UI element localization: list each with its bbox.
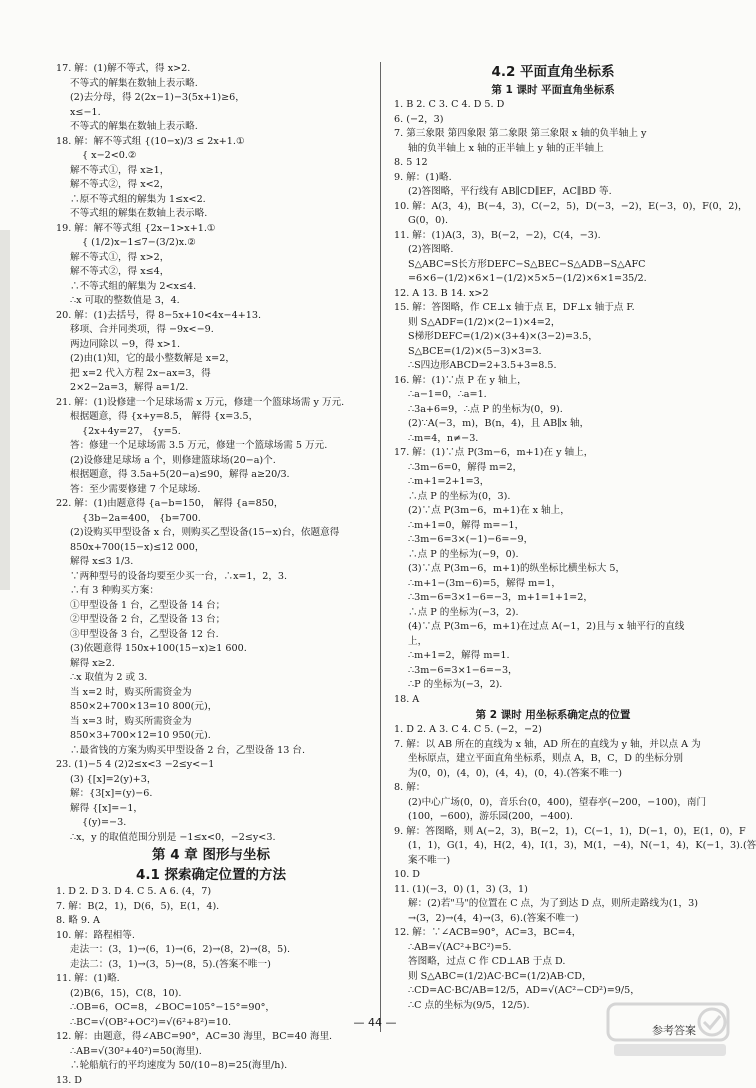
answer-line: 8. 略 9. A [56,914,366,929]
answer-line: 17. 解：(1)∵点 P(3m−6，m+1)在 y 轴上， [394,446,712,461]
answer-line: 21. 解：(1)设修建一个足球场需 x 万元，修建一个篮球场需 y 万元. [56,396,366,411]
answer-line: 9. 解：答图略，则 A(−2，3)，B(−2，1)，C(−1，1)，D(−1，0)，E(1，0)，F [394,825,712,840]
answer-line: 当 x=2 时，购买所需资金为 [56,686,366,701]
answer-line: ∴a−1=0，∴a=1. [394,388,712,403]
answer-line: 19. 解：解不等式组 {2x−1>x+1.① [56,222,366,237]
answer-line: →(3，2)→(4，4)→(3，6).(答案不唯一) [394,912,712,927]
answer-line: 则 S△ADF=(1/2)×(2−1)×4=2， [394,316,712,331]
answer-line: 答：修建一个足球场需 3.5 万元，修建一个篮球场需 5 万元. [56,439,366,454]
answer-line: 11. (1)(−3，0) (1，3) (3，1) [394,883,712,898]
answer-line: 上， [394,635,712,650]
answer-line: ∵两种型号的设备均要至少买一台，∴x=1，2，3. [56,570,366,585]
answer-line: 10. D [394,868,712,883]
answer-line: ∴点 P 的坐标为(−9，0). [394,548,712,563]
answer-line: 10. 解：路程相等. [56,929,366,944]
answer-line: 则 S△ABC=(1/2)AC·BC=(1/2)AB·CD， [394,970,712,985]
answer-line: 解：(2)若"马"的位置在 C 点，为了到达 D 点，则所走路线为(1，3) [394,897,712,912]
answer-line: (2)∵点 P(3m−6，m+1)在 x 轴上， [394,504,712,519]
answer-line: ∴m+1=0，解得 m=−1， [394,519,712,534]
answer-line: 1. D 2. A 3. C 4. C 5. (−2，−2) [394,723,712,738]
answer-line: ∴m=4，n≠−3. [394,432,712,447]
answer-line: (2)∵A(−3，m)，B(n，4)，且 AB∥x 轴， [394,417,712,432]
answer-line: 不等式组的解集在数轴上表示略. [56,207,366,222]
answer-line: 13. D [56,1074,366,1088]
column-divider [380,62,381,1032]
answer-line: 轴的负半轴上 x 轴的正半轴上 y 轴的正半轴上 [394,142,712,157]
answer-line: 850x+700(15−x)≤12 000， [56,541,366,556]
answer-line: 答图略，过点 C 作 CD⊥AB 于点 D. [394,955,712,970]
answer-line: ∴点 P 的坐标为(0，3). [394,490,712,505]
answer-line: S梯形DEFC=(1/2)×(3+4)×(3−2)=3.5， [394,330,712,345]
answer-line: (2)答图略. [394,243,712,258]
answer-line: (2)设购买甲型设备 x 台，则购买乙型设备(15−x)台，依题意得 [56,526,366,541]
answer-line: ∴x，y 的取值范围分别是 −1≤x<0，−2≤y<3. [56,831,366,846]
answer-line: 根据题意，得 {x+y=8.5， 解得 {x=3.5， [56,410,366,425]
answer-line: ∴C 点的坐标为(9/5，12/5). [394,999,712,1014]
lesson-heading: 第 2 课时 用坐标系确定点的位置 [394,707,712,723]
answer-line: 走法一：(3，1)→(6，1)→(6，2)→(8，2)→(8，5). [56,943,366,958]
answer-line: {2x+4y=27， {y=5. [56,425,366,440]
answer-line: ∴3a+6=9，∴点 P 的坐标为(0，9). [394,403,712,418]
answer-line: 不等式的解集在数轴上表示略. [56,120,366,135]
answer-line: 为(0，0)，(4，0)，(4，4)，(0，4).(答案不唯一) [394,767,712,782]
answer-line: ∴有 3 种购买方案： [56,584,366,599]
answer-line: ③甲型设备 3 台，乙型设备 12 台. [56,628,366,643]
answer-line: (2)中心广场(0，0)，音乐台(0，400)，望春亭(−200，−100)，南门 [394,796,712,811]
answer-line: S△ABC=S长方形DEFC−S△BEC−S△ADB−S△AFC [394,258,712,273]
answer-line: 走法二：(3，1)→(3，5)→(8，5).(答案不唯一) [56,958,366,973]
answer-line: 22. 解：(1)由题意得 {a−b=150， 解得 {a=850， [56,497,366,512]
scan-edge-shadow [0,230,10,590]
answer-line: (2)由(1)知，它的最小整数解是 x=2， [56,352,366,367]
answer-line: ∴OB=6，OC=8，∠BOC=105°−15°=90°， [56,1001,366,1016]
answer-line: (3) {[x]=2(y)+3， [56,773,366,788]
answer-line: (2)去分母，得 2(2x−1)−3(5x+1)≥6， [56,91,366,106]
answer-line: 12. A 13. B 14. x>2 [394,287,712,302]
answer-line: ∴点 P 的坐标为(−3，2). [394,606,712,621]
left-answer-column [56,62,366,1088]
answer-line: 7. 解：B(2，1)，D(6，5)，E(1，4). [56,900,366,915]
answer-line: ∴3m−6=3×1−6=−3，m+1=1+1=2， [394,591,712,606]
answer-line: 6. (−2，3) [394,113,712,128]
answer-line: ∴AB=√(AC²+BC²)=5. [394,941,712,956]
answer-line: ∴原不等式组的解集为 1≤x<2. [56,193,366,208]
answer-line: ∴最省钱的方案为购买甲型设备 2 台，乙型设备 13 台. [56,744,366,759]
answer-line: 不等式的解集在数轴上表示略. [56,77,366,92]
answer-line: ∴CD=AC·BC/AB=12/5，AD=√(AC²−CD²)=9/5， [394,984,712,999]
answer-line: ∴m+1=2，解得 m=1. [394,649,712,664]
answer-line: ∴3m−6=0，解得 m=2， [394,461,712,476]
answer-line: ∴x 可取的整数值是 3，4. [56,294,366,309]
answer-line: S△BCE=(1/2)×(5−3)×3=3. [394,345,712,360]
answer-line: ∴轮船航行的平均速度为 50/(10−8)=25(海里/h). [56,1059,366,1074]
answer-line: 当 x=3 时，购买所需资金为 [56,715,366,730]
answer-line: 坐标原点，建立平面直角坐标系，则点 A，B，C，D 的坐标分别 [394,752,712,767]
section-heading: 4.1 探索确定位置的方法 [56,865,366,885]
section-heading: 4.2 平面直角坐标系 [394,62,712,82]
answer-line: {(y)=−3. [56,816,366,831]
answer-line: 10. 解：A(3，4)，B(−4，3)，C(−2，5)，D(−3，−2)，E(−3，0)，F(0，2)， [394,200,712,215]
answer-line: 16. 解：(1)∵点 P 在 y 轴上， [394,374,712,389]
answer-line: 解不等式①，得 x>2， [56,251,366,266]
answer-line: 7. 解：以 AB 所在的直线为 x 轴，AD 所在的直线为 y 轴，并以点 A 为 [394,738,712,753]
answer-line: 20. 解：(1)去括号，得 8−5x+10<4x−4+13. [56,309,366,324]
answer-line: (2)答图略，平行线有 AB∥CD∥EF，AC∥BD 等. [394,185,712,200]
answer-line: 12. 解：∵∠ACB=90°，AC=3，BC=4， [394,926,712,941]
answer-line: 18. 解：解不等式组 {(10−x)/3 ≤ 2x+1.① [56,135,366,150]
answer-line: 23. (1)−5 4 (2)2≤x<3 −2≤y<−1 [56,758,366,773]
answer-line: ∴3m−6=3×1−6=−3， [394,664,712,679]
answer-line: 15. 解：答图略，作 CE⊥x 轴于点 E，DF⊥x 轴于点 F. [394,301,712,316]
right-answer-column [394,62,712,1013]
lesson-heading: 第 1 课时 平面直角坐标系 [394,82,712,98]
answer-line: (4)∵点 P(3m−6，m+1)在过点 A(−1，2)且与 x 轴平行的直线 [394,620,712,635]
answer-line: 1. D 2. D 3. D 4. C 5. A 6. (4，7) [56,885,366,900]
answer-line: G(0，0). [394,214,712,229]
answer-line: 解：{3[x]=(y)−6. [56,787,366,802]
answer-line: 答：至少需要修建 7 个足球场. [56,483,366,498]
answer-line: 11. 解：(1)略. [56,972,366,987]
answer-line: 把 x=2 代入方程 2x−ax=3，得 [56,367,366,382]
answer-line: 解得 x≤3 1/3. [56,555,366,570]
answer-line: {3b−2a=400， {b=700. [56,512,366,527]
answer-line: ∴m+1=2+1=3， [394,475,712,490]
answer-line: 案不唯一) [394,854,712,869]
answer-line: 850×2+700×13=10 800(元)， [56,700,366,715]
answer-line: 1. B 2. C 3. C 4. D 5. D [394,98,712,113]
watermark-logo [608,1000,734,1060]
answer-line: 移项、合并同类项，得 −9x<−9. [56,323,366,338]
answer-line: 两边同除以 −9，得 x>1. [56,338,366,353]
section-heading: 第 4 章 图形与坐标 [56,845,366,865]
answer-line: (2)设修建足球场 a 个，则修建篮球场(20−a)个. [56,454,366,469]
answer-line: { (1/2)x−1≤7−(3/2)x.② [56,236,366,251]
answer-line: ∴3m−6=3×(−1)−6=−9， [394,533,712,548]
answer-line: ∴AB=√(30²+40²)=50(海里). [56,1045,366,1060]
answer-line: ②甲型设备 2 台，乙型设备 13 台； [56,613,366,628]
answer-line: ∴x 取值为 2 或 3. [56,671,366,686]
answer-line: 解不等式①，得 x≥1， [56,164,366,179]
answer-line: ∴S四边形ABCD=2+3.5+3=8.5. [394,359,712,374]
answer-line: 9. 解：(1)略. [394,171,712,186]
section-label: 参考答案 [652,1022,696,1038]
answer-line: 2×2−2a=3，解得 a=1/2. [56,381,366,396]
answer-line: 解不等式②，得 x<2， [56,178,366,193]
answer-line: 解得 x≥2. [56,657,366,672]
answer-line: 17. 解：(1)解不等式，得 x>2. [56,62,366,77]
answer-line: 解不等式②，得 x≤4， [56,265,366,280]
answer-line: 12. 解：由题意，得∠ABC=90°，AC=30 海里，BC=40 海里. [56,1030,366,1045]
answer-line: 18. A [394,693,712,708]
answer-line: (100，−600)，游乐园(200，−400). [394,810,712,825]
answer-line: ∴m+1−(3m−6)=5，解得 m=1， [394,577,712,592]
answer-line: ∴P 的坐标为(−3，2). [394,678,712,693]
answer-line: 根据题意，得 3.5a+5(20−a)≤90，解得 a≥20/3. [56,468,366,483]
answer-line: (1，1)，G(1，4)，H(2，4)，I(1，3)，M(1，−4)，N(−1，4)，K(−1，3).(答 [394,839,712,854]
answer-line: 8. 解： [394,781,712,796]
answer-line: ①甲型设备 1 台，乙型设备 14 台； [56,599,366,614]
answer-line: { x−2<0.② [56,149,366,164]
answer-line: (3)∵点 P(3m−6，m+1)的纵坐标比横坐标大 5， [394,562,712,577]
page-number: — 44 — [0,1016,750,1029]
answer-line: 850×3+700×12=10 950(元). [56,729,366,744]
answer-line: (3)依题意得 150x+100(15−x)≥1 600. [56,642,366,657]
answer-line: ∴BC=√(OB²+OC²)=√(6²+8²)=10. [56,1016,366,1031]
answer-line: ∴不等式组的解集为 2<x≤4. [56,280,366,295]
answer-line: (2)B(6，15)，C(8，10). [56,987,366,1002]
answer-line: 8. 5 12 [394,156,712,171]
answer-line: 7. 第三象限 第四象限 第二象限 第三象限 x 轴的负半轴上 y [394,127,712,142]
answer-line: =6×6−(1/2)×6×1−(1/2)×5×5−(1/2)×6×1=35/2. [394,272,712,287]
answer-line: 11. 解：(1)A(3，3)，B(−2，−2)，C(4，−3). [394,229,712,244]
answer-line: x≤−1. [56,106,366,121]
answer-line: 解得 {[x]=−1， [56,802,366,817]
